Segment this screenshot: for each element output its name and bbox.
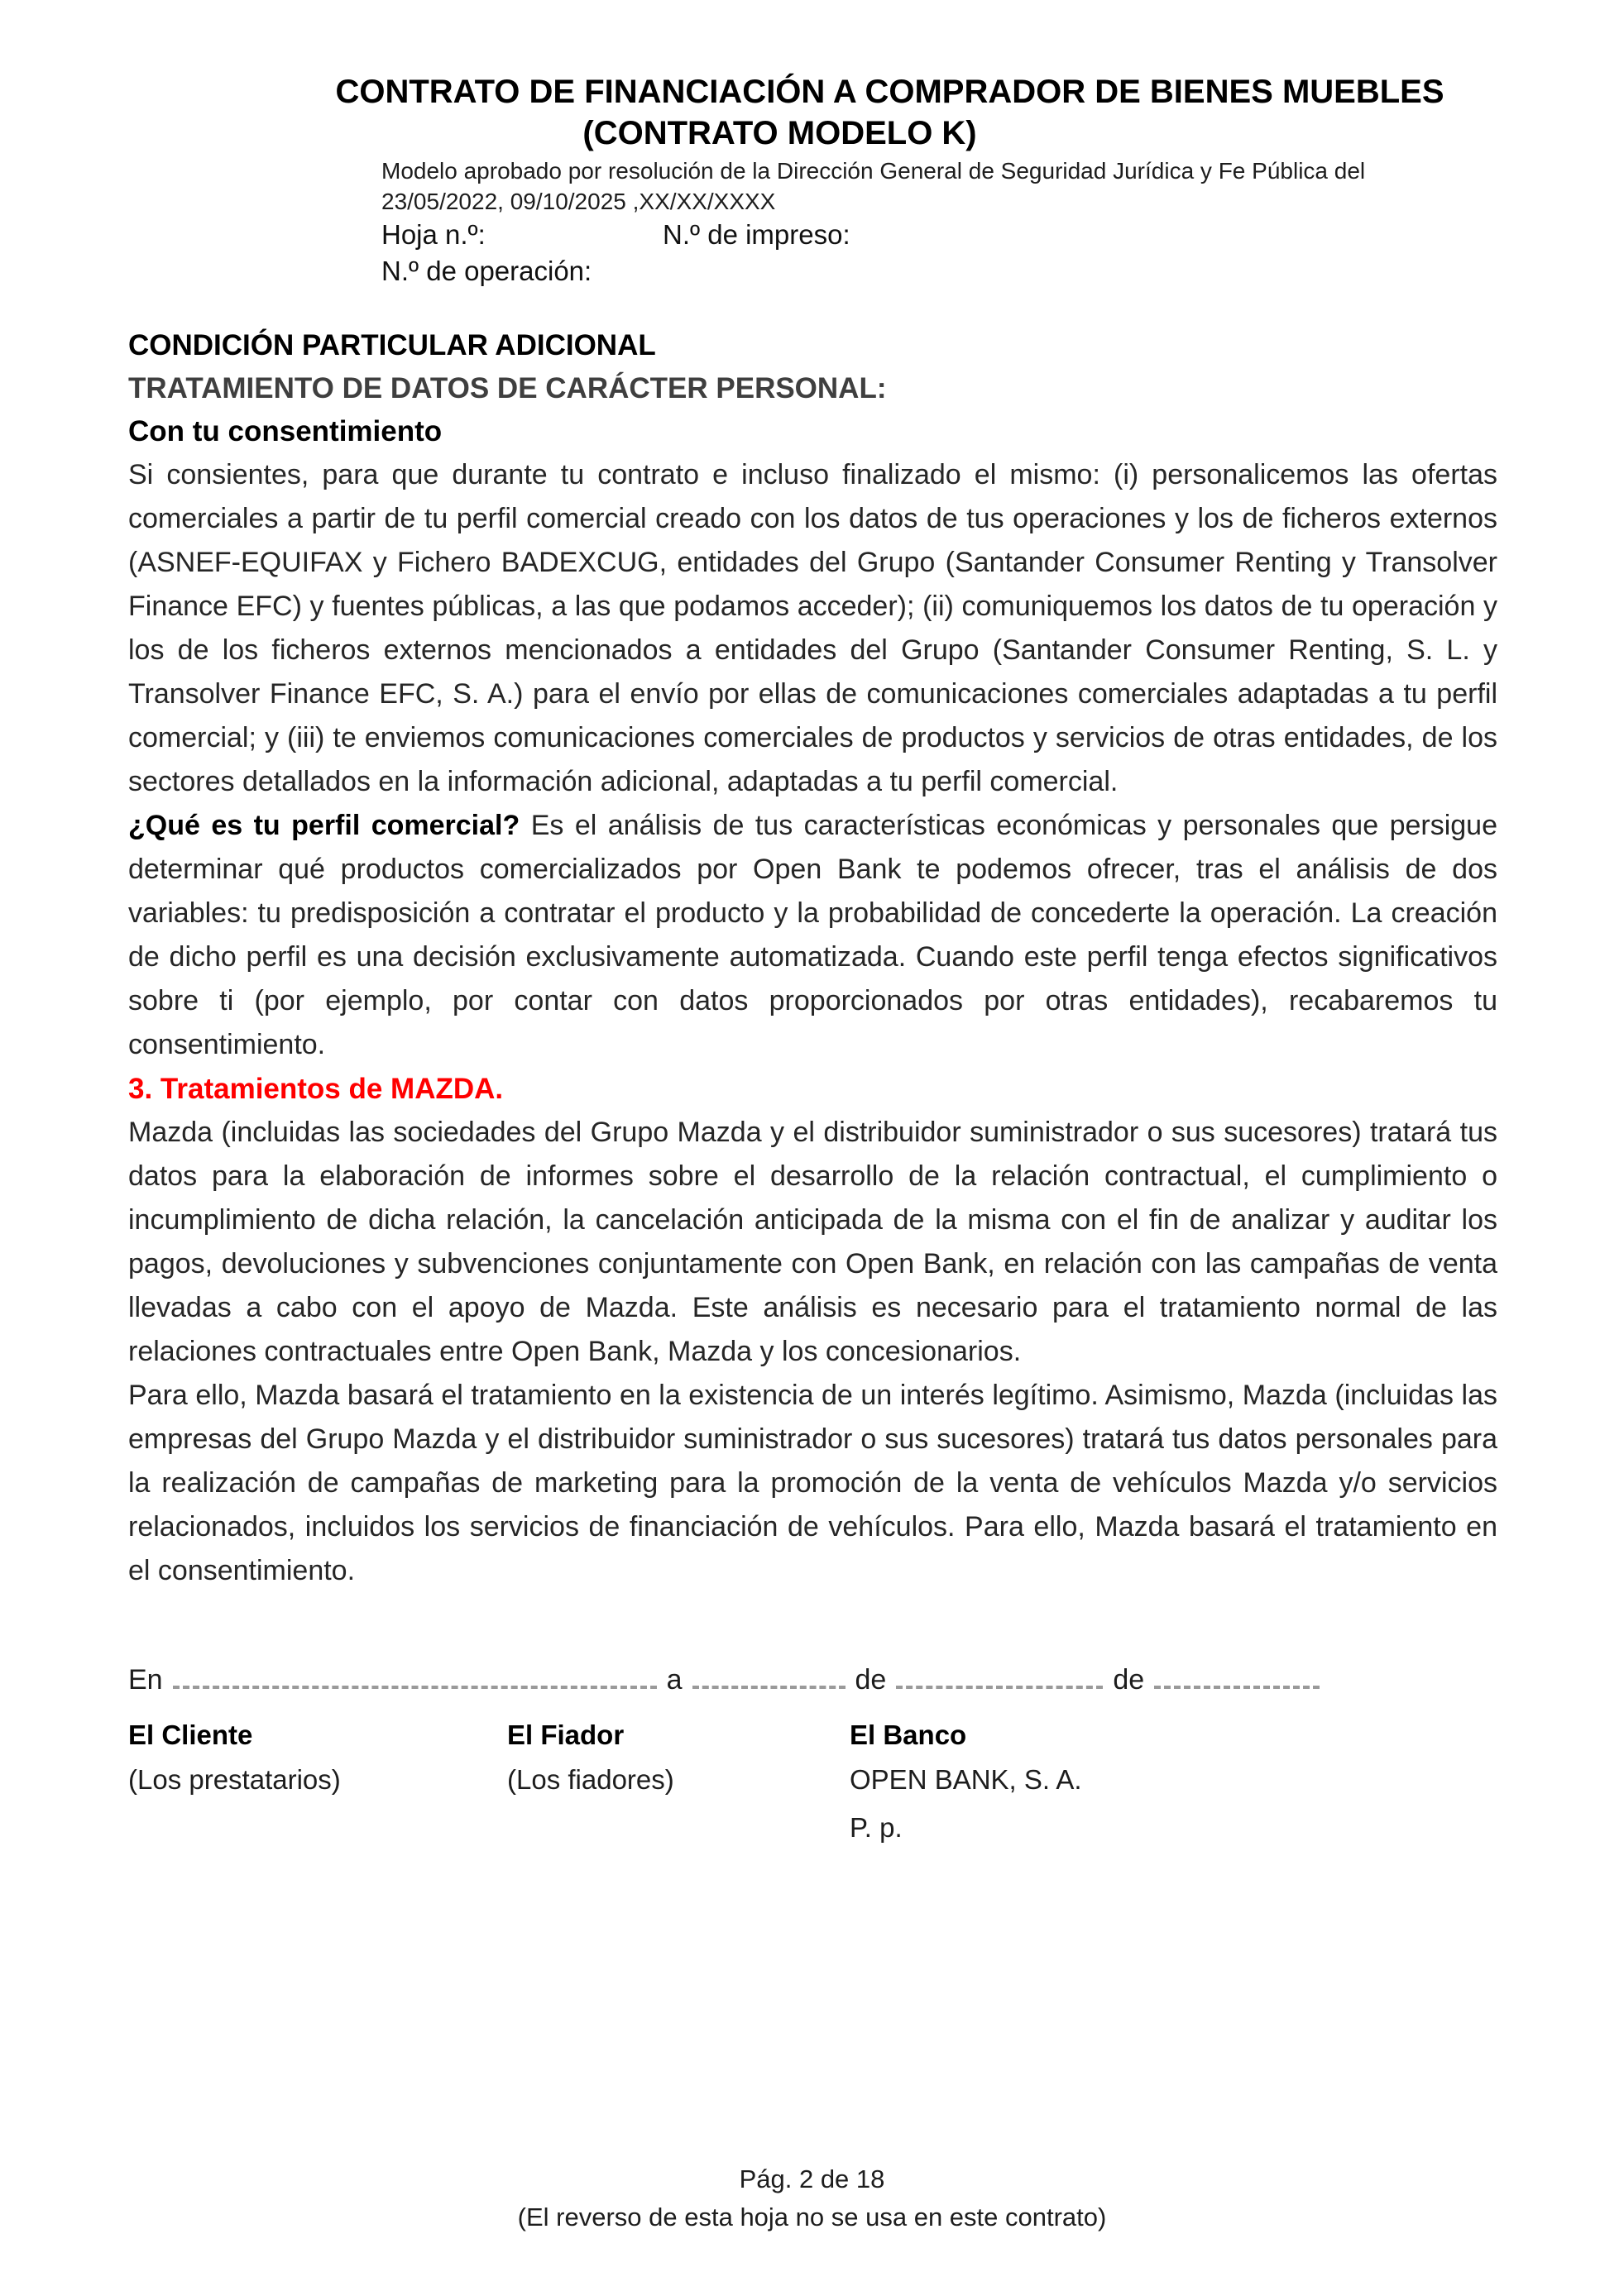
approval-note-line-1: Modelo aprobado por resolución de la Dirección General de Seguridad Jurídica y Fe Pública del bbox=[381, 158, 1366, 184]
banco-title: El Banco bbox=[850, 1720, 967, 1750]
year-blank-field[interactable] bbox=[1154, 1657, 1320, 1689]
fiador-subtitle: (Los fiadores) bbox=[507, 1764, 674, 1795]
place-label: En bbox=[128, 1664, 163, 1696]
signature-date-line bbox=[128, 1657, 1497, 1699]
signature-column-banco bbox=[850, 1717, 1082, 1846]
a-label: a bbox=[666, 1664, 683, 1696]
sheet-print-number-line bbox=[381, 217, 1497, 253]
page-footer bbox=[0, 2160, 1624, 2236]
operation-number-line bbox=[381, 253, 1497, 289]
print-number-label: N.º de impreso: bbox=[663, 219, 850, 250]
day-blank-field[interactable] bbox=[692, 1657, 846, 1689]
paragraph-consent: Si consientes, para que durante tu contrato e incluso finalizado el mismo: (i) personalicemos las ofertas comerciales a partir de tu perfil comercial creado con los datos de tus operaciones y los de ficheros externos (ASNEF-EQUIFAX y Fichero BADEXCUG, entidades del Grupo (Santander Consumer Renting y Transolver Finance EFC) y fuentes públicas, a las que podamos acceder); (ii) comuniquemos los datos de tu operación y los de los ficheros externos mencionados a entidades del Grupo (Santander Consumer Renting, S. L. y Transolver Finance EFC, S. A.) para el envío por ellas de comunicaciones comerciales adaptadas a tu perfil comercial; y (iii) te enviemos comunicaciones comerciales de productos y servicios de otras entidades, de los sectores detallados en la información adicional, adaptadas a tu perfil comercial. bbox=[128, 459, 1497, 797]
paragraph-mazda-analysis: Mazda (incluidas las sociedades del Grupo Mazda y el distribuidor suministrador o sus sucesores) tratará tus datos para la elaboración de informes sobre el desarrollo de la relación contractual, el cumplimiento o incumplimiento de dicha relación, la cancelación anticipada de la misma con el fin de analizar y auditar los pagos, devoluciones y subvenciones conjuntamente con Open Bank, en relación con las campañas de venta llevadas a cabo con el apoyo de Mazda. Este análisis es necesario para el tratamiento normal de las relaciones contractuales entre Open Bank, Mazda y los concesionarios. bbox=[128, 1117, 1497, 1367]
month-blank-field[interactable] bbox=[896, 1657, 1103, 1689]
document-subheader bbox=[381, 155, 1497, 289]
profile-question-bold: ¿Qué es tu perfil comercial? bbox=[128, 810, 520, 841]
operation-number-label: N.º de operación: bbox=[381, 256, 592, 286]
document-content bbox=[128, 0, 1497, 1907]
contract-title-line-2: (CONTRATO MODELO K) bbox=[582, 115, 977, 151]
footer-reverse-note: (El reverso de esta hoja no se usa en este contrato) bbox=[517, 2203, 1107, 2231]
cliente-subtitle: (Los prestatarios) bbox=[128, 1764, 341, 1795]
place-blank-field[interactable] bbox=[173, 1657, 657, 1689]
heading-condicion-particular: CONDICIÓN PARTICULAR ADICIONAL bbox=[128, 329, 656, 361]
signature-columns bbox=[128, 1717, 1497, 1907]
subheading-con-tu-consentimiento: Con tu consentimiento bbox=[128, 415, 443, 447]
banco-subtitle: OPEN BANK, S. A. bbox=[850, 1764, 1082, 1795]
paragraph-profile-text: Es el análisis de tus características económicas y personales que persigue determinar qué productos comercializados por Open Bank te podemos ofrecer, tras el análisis de dos variables: tu predisposición a contratar el producto y la probabilidad de concederte la operación. La creación de dicho perfil es una decisión exclusivamente automatizada. Cuando este perfil tenga efectos significativos sobre ti (por ejemplo, por contar con datos proporcionados por otras entidades), recabaremos tu consentimiento. bbox=[128, 810, 1497, 1060]
approval-note-line-2: 23/05/2022, 09/10/2025 ,XX/XX/XXXX bbox=[381, 189, 776, 214]
footer-page-indicator: Pág. 2 de 18 bbox=[739, 2164, 885, 2193]
fiador-title: El Fiador bbox=[507, 1720, 625, 1750]
signature-column-cliente bbox=[128, 1717, 341, 1798]
de-label-2: de bbox=[1113, 1664, 1145, 1696]
document-header bbox=[128, 71, 1497, 154]
paragraph-profile bbox=[128, 804, 1497, 1067]
section-headings bbox=[128, 324, 1497, 453]
banco-pp-label: P. p. bbox=[850, 1812, 903, 1843]
de-label-1: de bbox=[855, 1664, 887, 1696]
paragraph-mazda-marketing: Para ello, Mazda basará el tratamiento en la existencia de un interés legítimo. Asimismo, Mazda (incluidas las empresas del Grupo Mazda y el distribuidor suministrador o sus sucesores) tratará tus datos personales para la realización de campañas de marketing para la promoción de la venta de vehículos Mazda y/o servicios relacionados, incluidos los servicios de financiación de vehículos. Para ello, Mazda basará el tratamiento en el consentimiento. bbox=[128, 1380, 1497, 1586]
contract-title-line-1: CONTRATO DE FINANCIACIÓN A COMPRADOR DE BIENES MUEBLES bbox=[335, 74, 1444, 110]
heading-tratamiento-datos: TRATAMIENTO DE DATOS DE CARÁCTER PERSONAL: bbox=[128, 372, 887, 404]
signature-column-fiador bbox=[507, 1717, 674, 1798]
sheet-number-label: Hoja n.º: bbox=[381, 219, 486, 250]
heading-tratamientos-mazda: 3. Tratamientos de MAZDA. bbox=[128, 1073, 504, 1105]
cliente-title: El Cliente bbox=[128, 1720, 253, 1750]
